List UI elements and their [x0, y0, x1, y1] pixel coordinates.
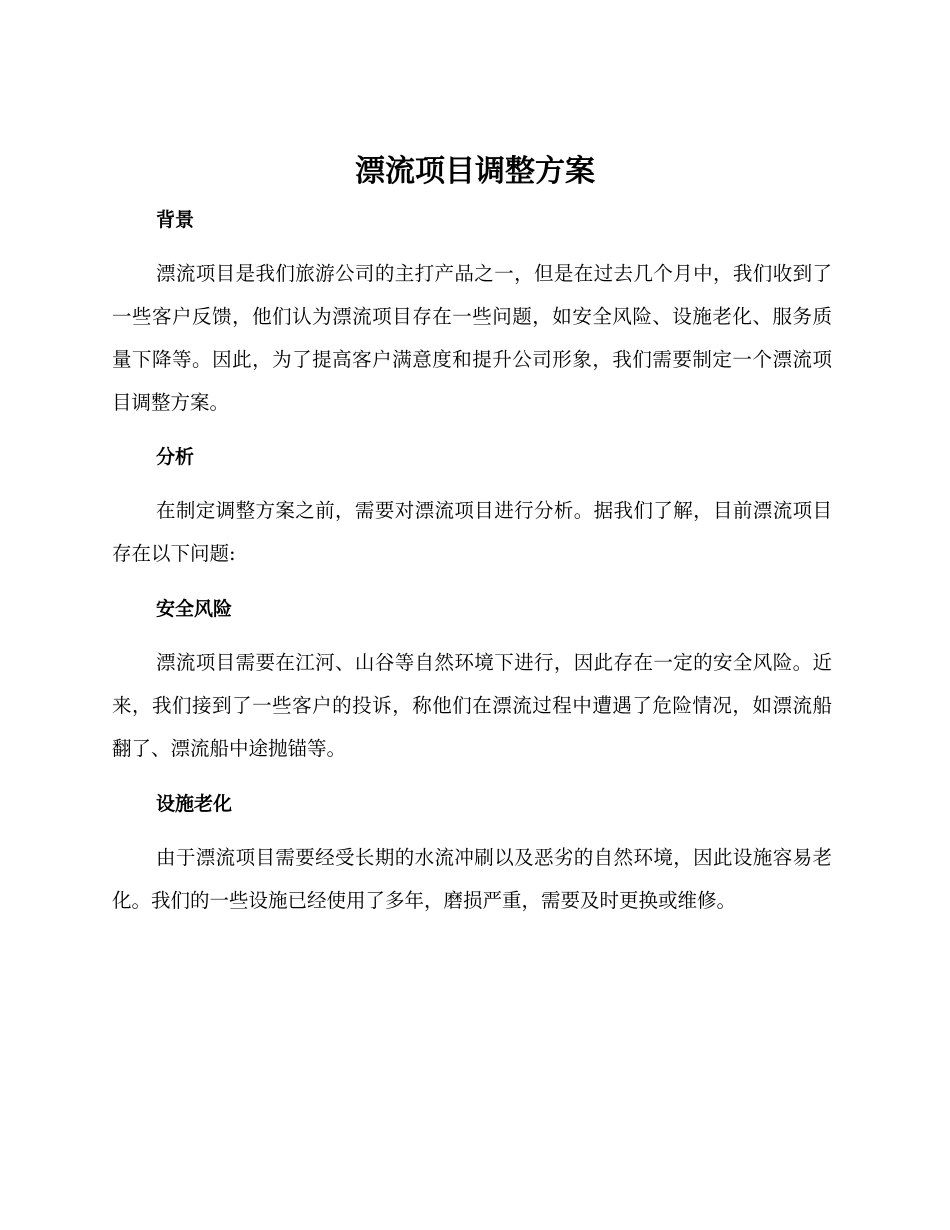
section-heading-safety-risk: 安全风险 [156, 598, 233, 620]
section-body-background: 漂流项目是我们旅游公司的主打产品之一，但是在过去几个月中，我们收到了一些客户反馈，他们认为漂流项目存在一些问题，如安全风险、设施老化、服务质量下降等。因此，为了提高客户满意度和提升公司形象，我们需要制定一个漂流项目调整方案。 [112, 262, 832, 414]
document-title: 漂流项目调整方案 [355, 154, 595, 189]
section-heading-facility-aging: 设施老化 [156, 793, 233, 815]
section-body-facility-aging: 由于漂流项目需要经受长期的水流冲刷以及恶劣的自然环境，因此设施容易老化。我们的一些设施已经使用了多年，磨损严重，需要及时更换或维修。 [112, 846, 832, 912]
section-body-analysis: 在制定调整方案之前，需要对漂流项目进行分析。据我们了解，目前漂流项目存在以下问题: [112, 499, 832, 565]
section-heading-background: 背景 [156, 209, 195, 231]
section-heading-analysis: 分析 [156, 446, 195, 468]
section-body-safety-risk: 漂流项目需要在江河、山谷等自然环境下进行，因此存在一定的安全风险。近来，我们接到了一些客户的投诉，称他们在漂流过程中遭遇了危险情况，如漂流船翻了、漂流船中途抛锚等。 [112, 651, 832, 760]
